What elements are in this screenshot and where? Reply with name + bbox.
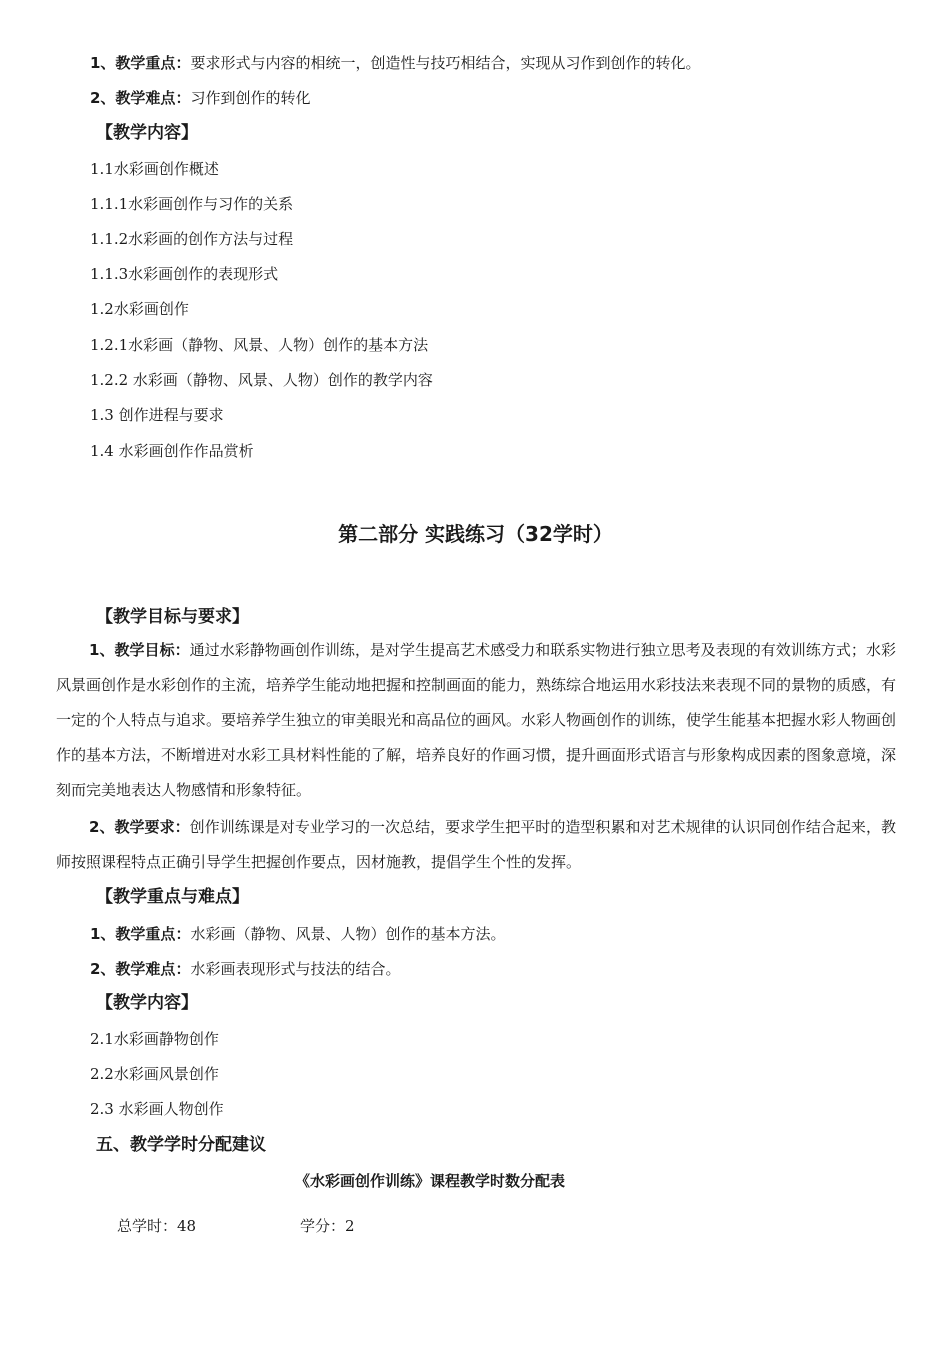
content-item: 1.1.3水彩画创作的表现形式: [90, 265, 279, 283]
content-heading: 【教学内容】: [96, 993, 198, 1013]
difficulty-label: 2、教学难点：: [90, 960, 191, 978]
key-point-line: [90, 53, 700, 73]
content-heading: 【教学内容】: [96, 123, 198, 143]
difficulty-text: 习作到创作的转化: [190, 89, 311, 107]
key-point-label: 1、教学重点：: [90, 54, 191, 72]
requirement-paragraph: [56, 810, 896, 880]
content-item: 1.2.2 水彩画（静物、风景、人物）创作的教学内容: [90, 371, 433, 389]
content-item: 1.1.1水彩画创作与习作的关系: [90, 195, 294, 213]
difficulty-label: 2、教学难点：: [90, 89, 191, 107]
key-point-text: 水彩画（静物、风景、人物）创作的基本方法。: [190, 925, 506, 943]
table-title: 《水彩画创作训练》课程教学时数分配表: [294, 1172, 565, 1190]
difficulty-text: 水彩画表现形式与技法的结合。: [190, 960, 401, 978]
section-heading: 五、教学学时分配建议: [96, 1135, 266, 1155]
credits: 学分：2: [300, 1217, 355, 1235]
content-item: 1.1水彩画创作概述: [90, 160, 219, 178]
difficulty-line: [90, 959, 400, 979]
part-title: 第二部分 实践练习（32学时）: [338, 522, 613, 546]
content-item: 2.3 水彩画人物创作: [90, 1100, 224, 1118]
content-item: 1.3 创作进程与要求: [90, 406, 224, 424]
key-point-text: 要求形式与内容的相统一，创造性与技巧相结合，实现从习作到创作的转化。: [190, 54, 701, 72]
requirement-label: 2、教学要求：: [89, 818, 190, 836]
content-item: 1.2.1水彩画（静物、风景、人物）创作的基本方法: [90, 336, 429, 354]
goal-paragraph: [56, 633, 896, 808]
requirement-text: 创作训练课是对专业学习的一次总结，要求学生把平时的造型积累和对艺术规律的认识同创作结合起来，教师按照课程特点正确引导学生把握创作要点，因材施教，提倡学生个性的发挥。: [56, 818, 896, 871]
content-item: 2.1水彩画静物创作: [90, 1030, 219, 1048]
total-hours: 总学时：48: [117, 1217, 197, 1235]
content-item: 1.1.2水彩画的创作方法与过程: [90, 230, 294, 248]
key-point-label: 1、教学重点：: [90, 925, 191, 943]
goals-heading: 【教学目标与要求】: [96, 607, 249, 627]
goal-label: 1、教学目标：: [89, 641, 190, 659]
content-item: 1.2水彩画创作: [90, 300, 189, 318]
difficulty-line: [90, 88, 310, 108]
content-item: 2.2水彩画风景创作: [90, 1065, 219, 1083]
focus-heading: 【教学重点与难点】: [96, 887, 249, 907]
content-item: 1.4 水彩画创作作品赏析: [90, 442, 254, 460]
goal-text: 通过水彩静物画创作训练，是对学生提高艺术感受力和联系实物进行独立思考及表现的有效训练方式；水彩风景画创作是水彩创作的主流，培养学生能动地把握和控制画面的能力，熟练综合地运用水彩技法来表现不同的景物的质感，有一定的个人特点与追求。要培养学生独立的审美眼光和高品位的画风。水彩人物画创作的训练，使学生能基本把握水彩人物画创作的基本方法，不断增进对水彩工具材料性能的了解，培养良好的作画习惯，提升画面形式语言与形象构成因素的图象意境，深刻而完美地表达人物感情和形象特征。: [56, 641, 897, 799]
key-point-line: [90, 924, 505, 944]
